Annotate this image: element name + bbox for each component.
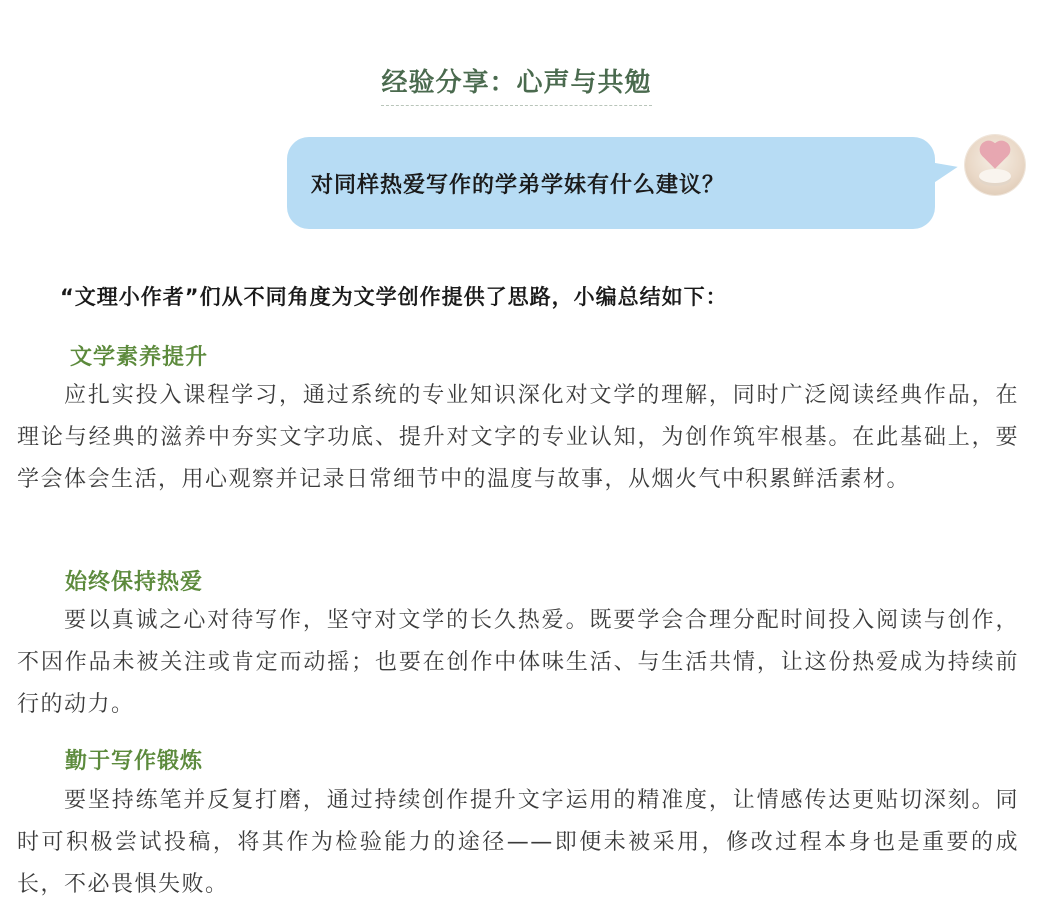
paragraph-writing-practice: 要坚持练笔并反复打磨，通过持续创作提升文字运用的精准度，让情感传达更贴切深刻。同时可积极尝试投稿，将其作为检验能力的途径——即便未被采用，修改过程本身也是重要的成长，不必畏惧失败。	[17, 788, 1019, 897]
heart-avatar-icon	[965, 135, 1025, 195]
heading-literary-literacy: 文学素养提升	[70, 345, 209, 370]
question-text: 对同样热爱写作的学弟学妹有什么建议？	[311, 172, 726, 198]
section-title: 经验分享：心声与共勉	[381, 62, 651, 106]
paragraph-literary-literacy: 应扎实投入课程学习，通过系统的专业知识深化对文学的理解，同时广泛阅读经典作品，在理论与经典的滋养中夯实文字功底、提升对文字的专业认知，为创作筑牢根基。在此基础上，要学会体会生活，用心观察并记录日常细节中的温度与故事，从烟火气中积累鲜活素材。	[17, 383, 1019, 492]
avatar-base	[979, 169, 1011, 183]
heart-icon	[982, 143, 1007, 168]
intro-text: “文理小作者”们从不同角度为文学创作提供了思路，小编总结如下：	[60, 285, 728, 309]
bubble-tail	[926, 155, 960, 185]
section-title-wrap	[0, 62, 1033, 106]
heading-writing-practice: 勤于写作锻炼	[65, 749, 204, 774]
paragraph-keep-passion: 要以真诚之心对待写作，坚守对文学的长久热爱。既要学会合理分配时间投入阅读与创作，不因作品未被关注或肯定而动摇；也要在创作中体味生活、与生活共情，让这份热爱成为持续前行的动力。	[17, 608, 1019, 717]
question-bubble	[287, 137, 935, 229]
heading-keep-passion: 始终保持热爱	[65, 570, 204, 595]
